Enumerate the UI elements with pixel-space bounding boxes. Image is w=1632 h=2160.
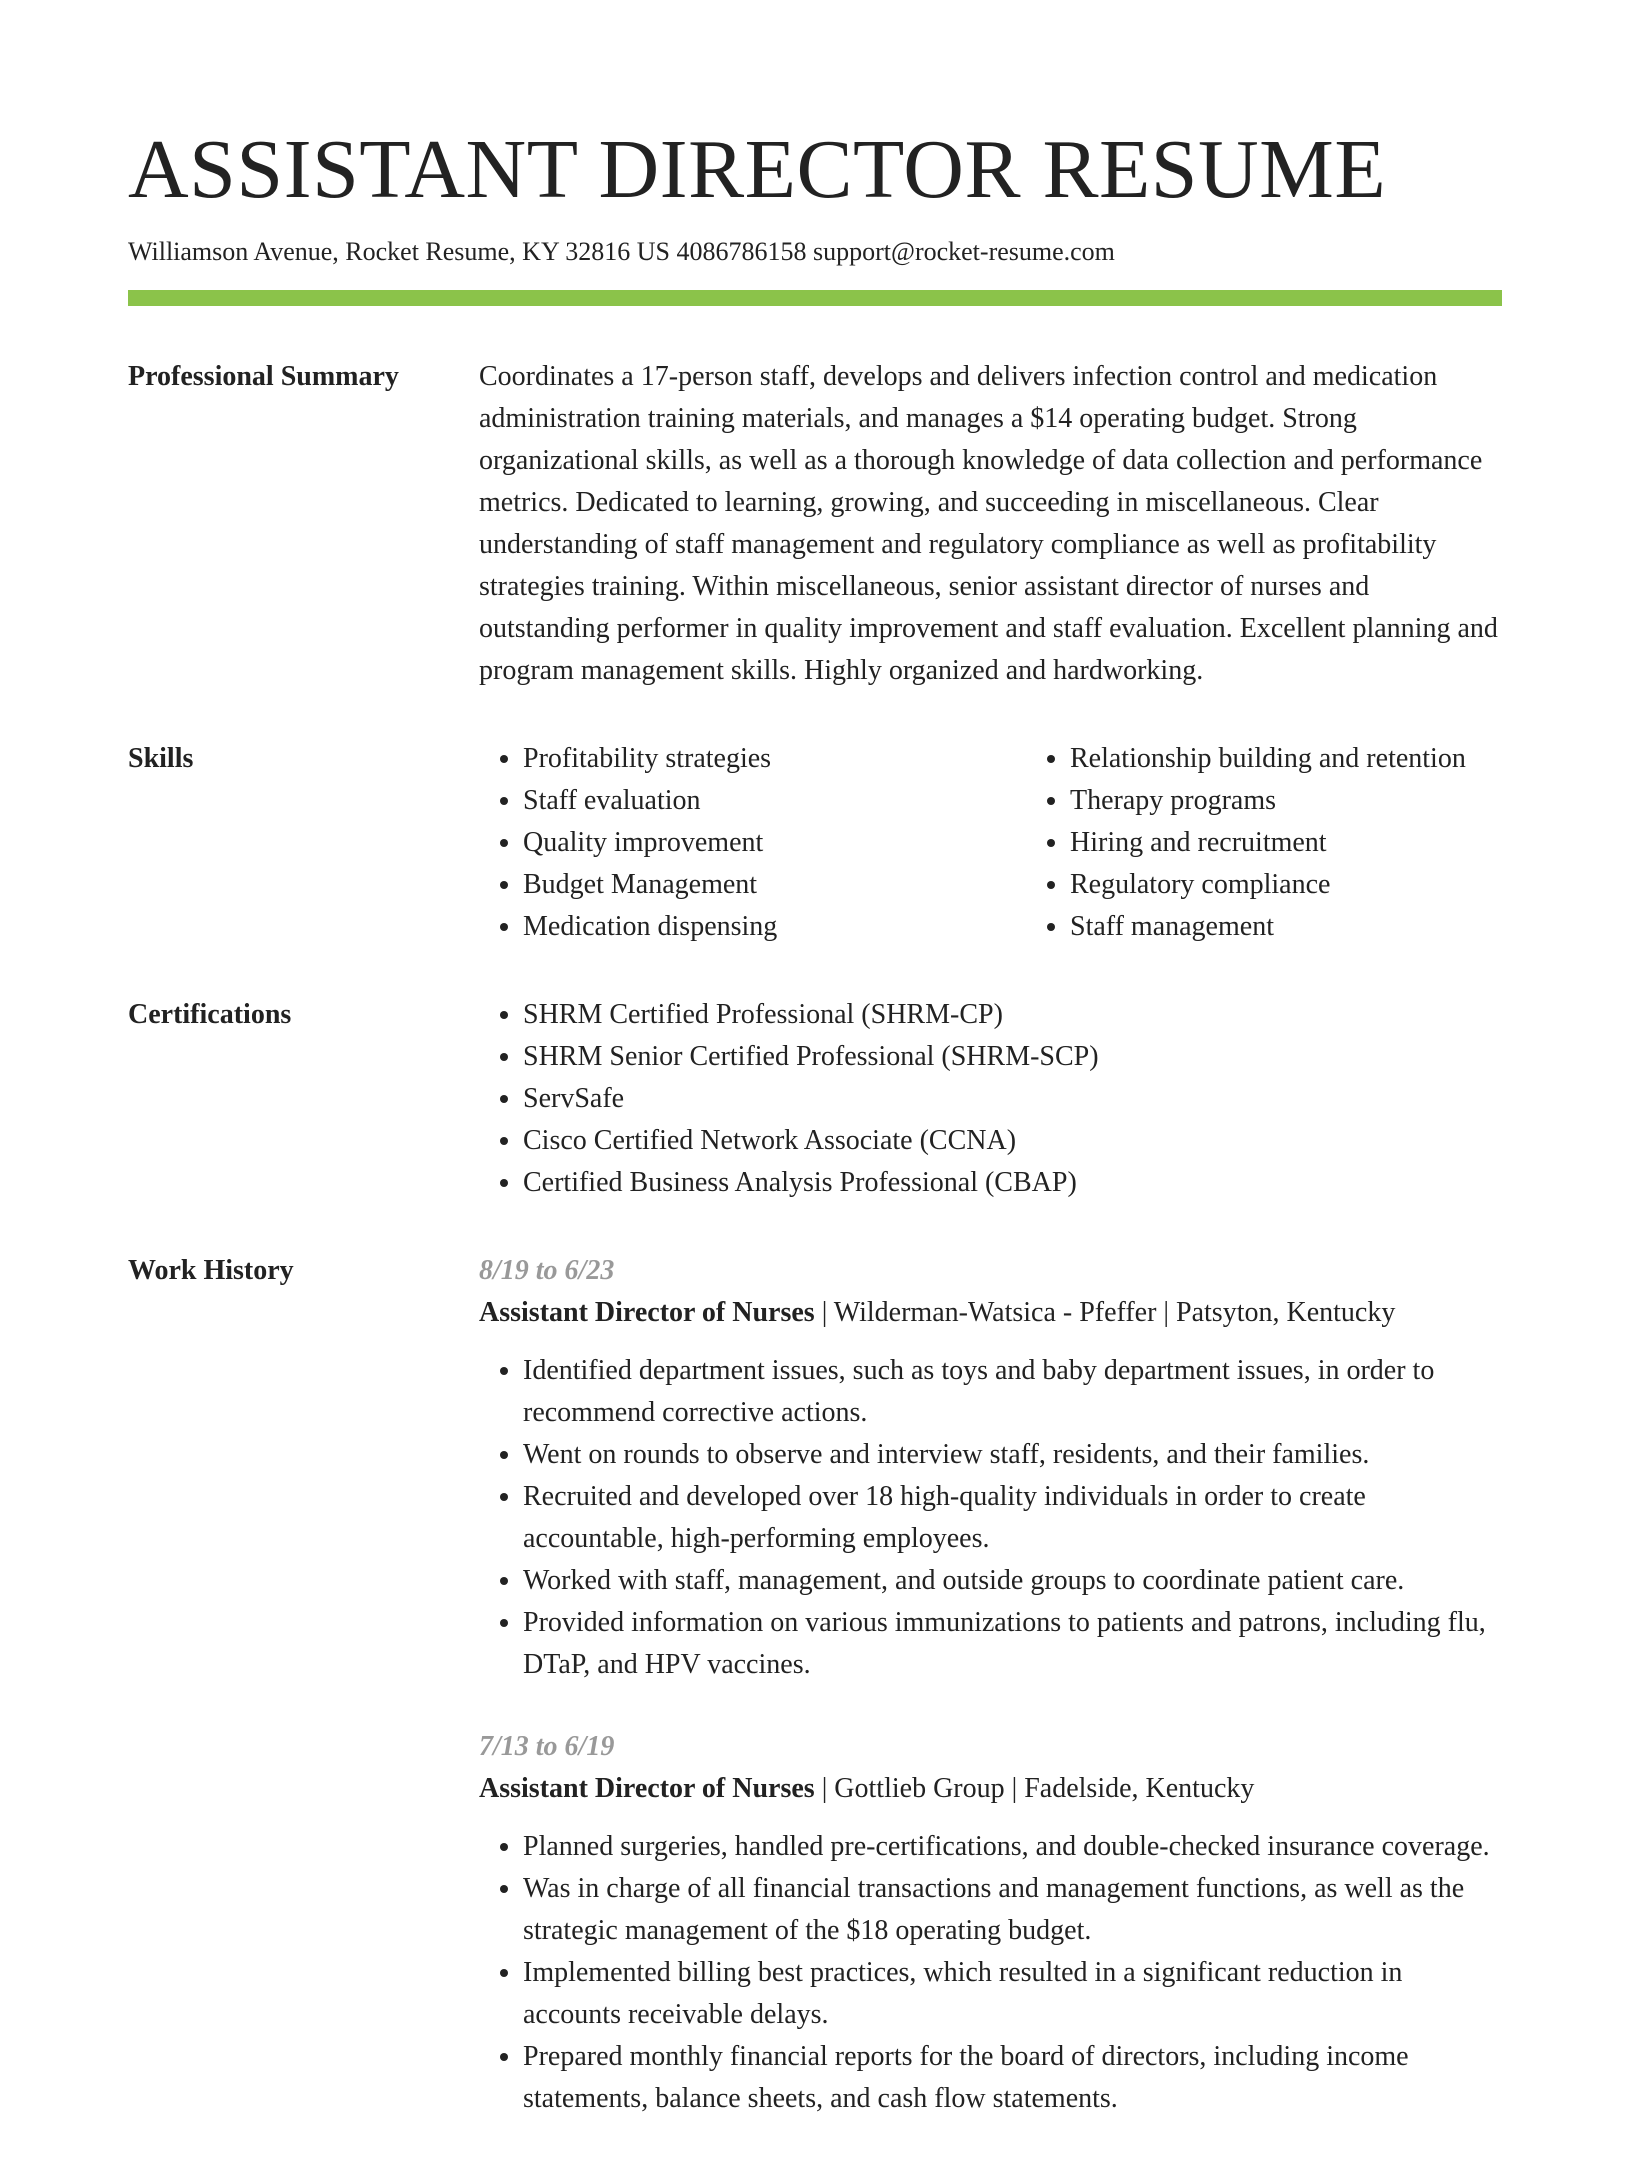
certifications-list — [479, 994, 1502, 1204]
skill-item: • Hiring and recruitment — [1070, 822, 1573, 864]
skills-list-left — [479, 738, 1026, 948]
job-dates: 8/19 to 6/23 — [479, 1255, 615, 1286]
job-bullet: • Identified department issues, such as toys and baby department issues, in order to recommend corrective actions. — [523, 1350, 1502, 1434]
summary-section — [128, 356, 1502, 692]
section-label-skills: Skills — [128, 743, 194, 774]
certification-item: • SHRM Certified Professional (SHRM-CP) — [523, 994, 1502, 1036]
skill-item: • Relationship building and retention — [1070, 738, 1573, 780]
certification-item: • Certified Business Analysis Professional (CBAP) — [523, 1162, 1502, 1204]
resume-page — [128, 112, 1502, 2160]
skill-item: • Budget Management — [523, 864, 1026, 906]
job-bullet: • Recruited and developed over 18 high-quality individuals in order to create accountable, high-performing employees. — [523, 1476, 1502, 1560]
page-title: ASSISTANT DIRECTOR RESUME — [128, 123, 1387, 216]
skill-item: • Therapy programs — [1070, 780, 1573, 822]
job-title: Assistant Director of Nurses — [479, 1297, 815, 1328]
work-history-section — [128, 1250, 1502, 2160]
skills-section — [128, 738, 1502, 948]
contact-line: Williamson Avenue, Rocket Resume, KY 32816 US 4086786158 support@rocket-resume.com — [128, 237, 1115, 266]
job-bullet: • Worked with staff, management, and outside groups to coordinate patient care. — [523, 1560, 1502, 1602]
job-entry — [479, 1250, 1502, 1686]
job-employer-location: | Wilderman-Watsica - Pfeffer | Patsyton, Kentucky — [814, 1297, 1396, 1328]
accent-divider — [128, 290, 1502, 306]
job-bullet: • Was in charge of all financial transactions and management functions, as well as the strategic management of the $18 operating budget. — [523, 1868, 1502, 1952]
skill-item: • Quality improvement — [523, 822, 1026, 864]
job-heading — [479, 1768, 1502, 1810]
job-bullets — [479, 1826, 1502, 2120]
job-heading — [479, 1292, 1502, 1334]
job-dates: 7/13 to 6/19 — [479, 1731, 615, 1762]
certification-item: • SHRM Senior Certified Professional (SHRM-SCP) — [523, 1036, 1502, 1078]
summary-text: Coordinates a 17-person staff, develops and delivers infection control and medication administration training materials, and manages a $14 operating budget. Strong organizational skills, as well as a thorough knowledge of data collection and performance metrics. Dedicated to learning, growing, and succeeding in miscellaneous. Clear understanding of staff management and regulatory compliance as well as profitability strategies training. Within miscellaneous, senior assistant director of nurses and outstanding performer in quality improvement and staff evaluation. Excellent planning and program management skills. Highly organized and hardworking. — [479, 361, 1498, 686]
job-bullet: • Implemented billing best practices, which resulted in a significant reduction in accounts receivable delays. — [523, 1952, 1502, 2036]
section-label-work-history: Work History — [128, 1255, 294, 1286]
section-label-summary: Professional Summary — [128, 361, 399, 392]
job-bullet: • Prepared monthly financial reports for the board of directors, including income statements, balance sheets, and cash flow statements. — [523, 2036, 1502, 2120]
job-bullet: • Went on rounds to observe and interview staff, residents, and their families. — [523, 1434, 1502, 1476]
certification-item: • Cisco Certified Network Associate (CCNA) — [523, 1120, 1502, 1162]
skill-item: • Medication dispensing — [523, 906, 1026, 948]
skill-item: • Staff evaluation — [523, 780, 1026, 822]
job-bullets — [479, 1350, 1502, 1686]
job-entry — [479, 1726, 1502, 2120]
certifications-section — [128, 994, 1502, 1204]
job-employer-location: | Gottlieb Group | Fadelside, Kentucky — [814, 1773, 1255, 1804]
job-bullet: • Provided information on various immunizations to patients and patrons, including flu, DTaP, and HPV vaccines. — [523, 1602, 1502, 1686]
certification-item: • ServSafe — [523, 1078, 1502, 1120]
job-title: Assistant Director of Nurses — [479, 1773, 815, 1804]
skills-list-right — [1026, 738, 1573, 948]
job-bullet: • Planned surgeries, handled pre-certifications, and double-checked insurance coverage. — [523, 1826, 1502, 1868]
skill-item: • Regulatory compliance — [1070, 864, 1573, 906]
skill-item: • Profitability strategies — [523, 738, 1026, 780]
section-label-certifications: Certifications — [128, 999, 292, 1030]
skill-item: • Staff management — [1070, 906, 1573, 948]
